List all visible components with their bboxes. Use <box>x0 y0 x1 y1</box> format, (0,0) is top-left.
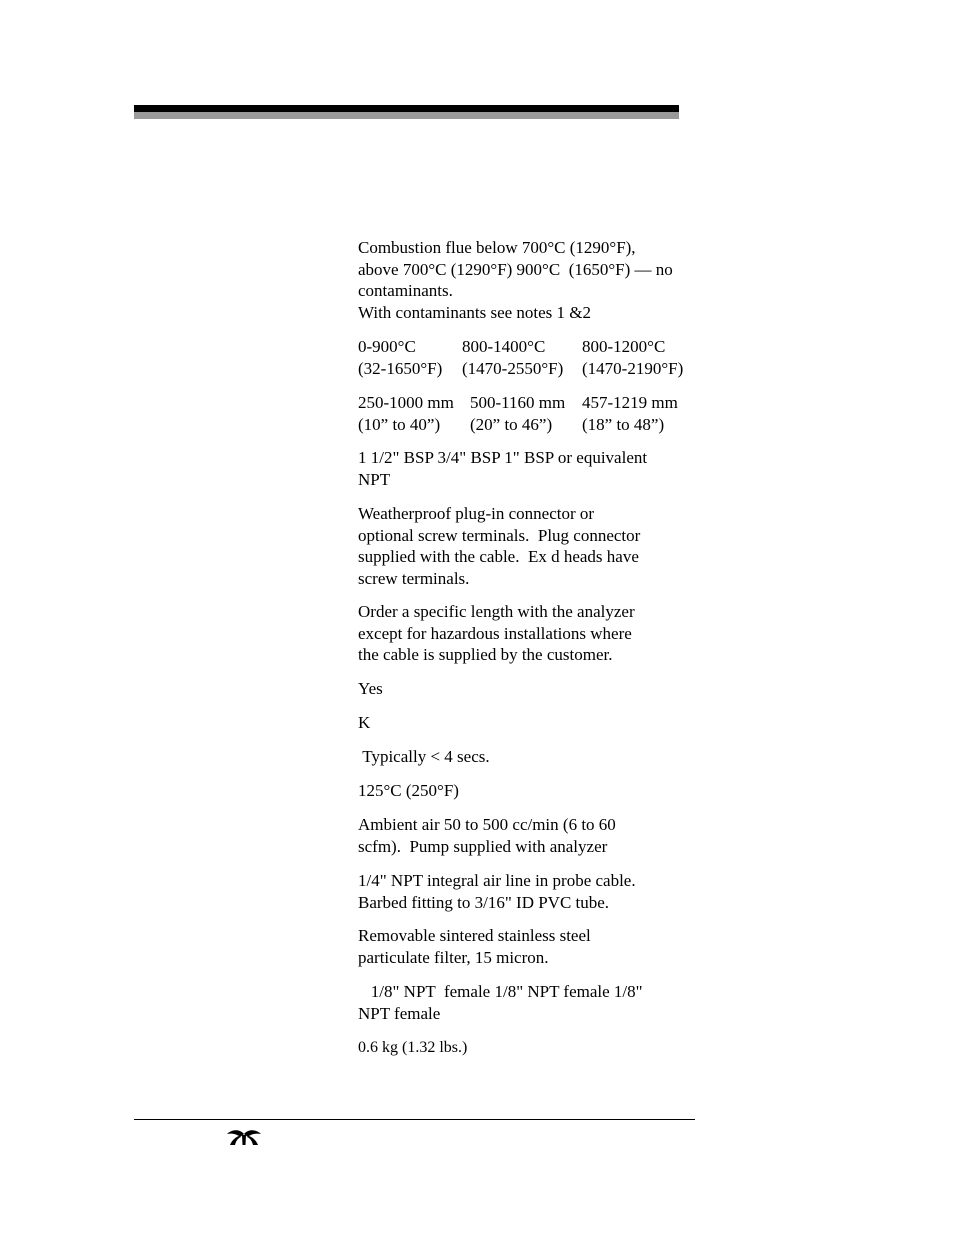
spec-heater: Yes <box>358 679 383 698</box>
spec-line: supplied with the cable. Ex d heads have <box>358 547 639 567</box>
spec-calibration-port <box>358 981 643 1024</box>
spec-line: scfm). Pump supplied with analyzer <box>358 836 608 856</box>
spec-max-temperature: 125°C (250°F) <box>358 781 459 800</box>
spec-line: 1/4" NPT integral air line in probe cable. <box>358 871 636 890</box>
length-2: 500-1160 mm (20” to 46”) <box>470 393 566 434</box>
spec-cable <box>358 601 635 666</box>
length-1: 250-1000 mm (10” to 40”) <box>358 393 454 434</box>
footer-rule <box>134 1119 695 1120</box>
spec-line: NPT female <box>358 1003 441 1023</box>
spec-line: Removable sintered stainless steel <box>358 926 591 945</box>
spec-line: the cable is supplied by the customer. <box>358 645 613 665</box>
spec-filter <box>358 925 591 968</box>
temp-range-1: 0-900°C (32-1650°F) <box>358 337 443 378</box>
spec-air-connection <box>358 870 636 913</box>
spec-line: above 700°C (1290°F) 900°C (1650°F) — no <box>358 259 673 279</box>
spec-line: Order a specific length with the analyzer <box>358 602 635 621</box>
spec-weight: 0.6 kg (1.32 lbs.) <box>358 1039 468 1056</box>
spec-line: optional screw terminals. Plug connector <box>358 525 641 545</box>
spec-line: Ambient air 50 to 500 cc/min (6 to 60 <box>358 815 616 834</box>
spec-line: 1 1/2" BSP 3/4" BSP 1" BSP or equivalent <box>358 448 648 467</box>
header-rule <box>134 105 679 112</box>
spec-line: Barbed fitting to 3/16" ID PVC tube. <box>358 892 610 912</box>
spec-line: Combustion flue below 700°C (1290°F), <box>358 238 636 257</box>
temp-range-2: 800-1400°C (1470-2550°F) <box>462 337 564 378</box>
spec-response-time: Typically < 4 secs. <box>358 747 490 766</box>
spec-line: screw terminals. <box>358 568 470 588</box>
spec-line: With contaminants see notes 1 &2 <box>358 302 592 322</box>
spec-connection <box>358 503 640 589</box>
length-3: 457-1219 mm (18” to 48”) <box>582 393 678 434</box>
temp-range-3: 800-1200°C (1470-2190°F) <box>582 337 684 378</box>
spec-thermocouple: K <box>358 713 371 732</box>
spec-application <box>358 237 673 323</box>
spec-line: contaminants. <box>358 281 453 301</box>
header-rule-shadow <box>134 112 679 119</box>
spec-line: 1/8" NPT female 1/8" NPT female 1/8" <box>358 982 643 1001</box>
spec-reference-air <box>358 814 616 857</box>
spec-line: except for hazardous installations where <box>358 623 632 643</box>
spec-mounting <box>358 447 647 490</box>
spec-line: NPT <box>358 469 391 489</box>
spec-line: Weatherproof plug-in connector or <box>358 504 595 523</box>
spec-line: particulate filter, 15 micron. <box>358 947 549 967</box>
company-logo-icon <box>226 1128 262 1146</box>
